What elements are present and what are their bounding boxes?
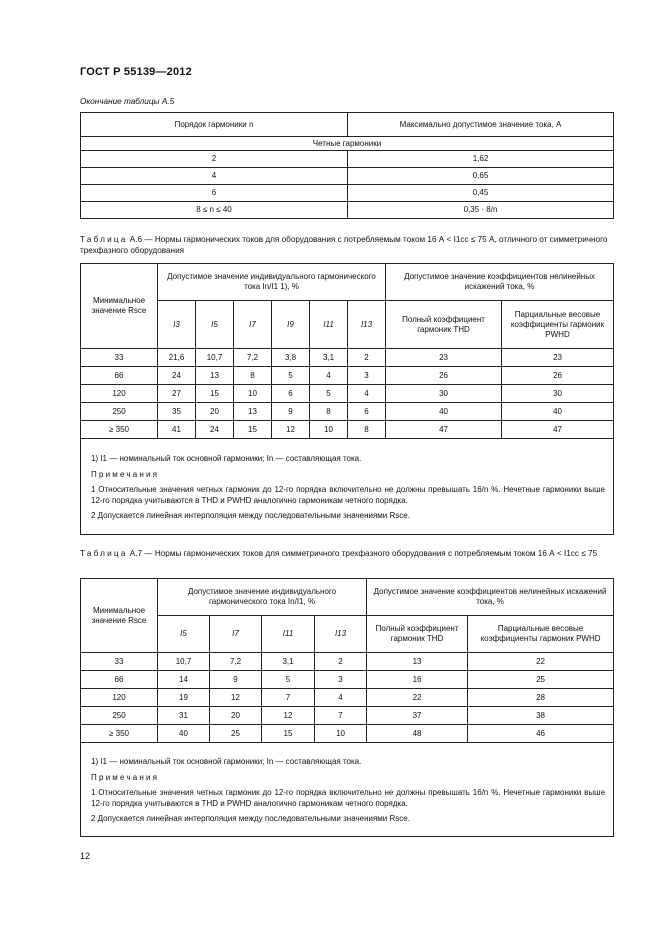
table-cell: 66: [81, 671, 158, 689]
table-cell: 13: [367, 653, 468, 671]
table-cell: 1,62: [348, 151, 614, 168]
table-cell: 5: [262, 671, 315, 689]
table-cell: 30: [386, 385, 502, 403]
table-cell: 3,1: [310, 349, 348, 367]
table-a7-footnote: 1) I1 — номинальный ток основной гармоники; In — составляющая тока.: [91, 756, 362, 766]
table-a6-notes: [81, 439, 614, 535]
page-number: 12: [80, 851, 91, 861]
table-cell: 19: [158, 689, 210, 707]
table-cell: 9: [272, 403, 310, 421]
table-cell: 5: [272, 367, 310, 385]
table-cell: 38: [468, 707, 614, 725]
table-cell: 10,7: [196, 349, 234, 367]
table-cell: 30: [502, 385, 614, 403]
table-cell: 6: [348, 403, 386, 421]
table-row: 8 ≤ n ≤ 40: [81, 202, 348, 219]
table-row: [81, 725, 614, 743]
table-a6-min-header: Минимальное значение Rsce: [81, 264, 158, 349]
table-row: [81, 689, 614, 707]
harmonic-header: I7: [210, 616, 262, 653]
table-cell: 15: [234, 421, 272, 439]
table-cell: 7: [315, 707, 367, 725]
table-row: [81, 421, 614, 439]
table-cell: 9: [210, 671, 262, 689]
table-a6-caption: [80, 234, 613, 256]
table-a6-notes-label: Примечания: [91, 469, 160, 479]
table-row: [81, 349, 614, 367]
table-cell: 3: [315, 671, 367, 689]
table-cell: ≥ 350: [81, 725, 158, 743]
table-cell: 40: [158, 725, 210, 743]
table-a7-indiv-header: Допустимое значение индивидуального гармонического тока In/I1, %: [158, 579, 367, 616]
table-cell: 35: [158, 403, 196, 421]
table-a6-note-2: 2 Допускается линейная интерполяция между последовательными значениями Rsce.: [91, 510, 410, 520]
table-row: 2: [81, 151, 348, 168]
table-cell: 41: [158, 421, 196, 439]
table-cell: 25: [468, 671, 614, 689]
table-a6-thd-group-header: Допустимое значение коэффициентов нелинейных искажений тока, %: [386, 264, 614, 301]
harmonic-header: I3: [158, 301, 196, 349]
table-row: [81, 671, 614, 689]
table-cell: 20: [210, 707, 262, 725]
table-cell: 26: [502, 367, 614, 385]
table-cell: 46: [468, 725, 614, 743]
harmonic-header: I5: [196, 301, 234, 349]
table-cell: 31: [158, 707, 210, 725]
table-cell: 5: [310, 385, 348, 403]
table-cell: 15: [262, 725, 315, 743]
table-cell: 120: [81, 689, 158, 707]
table-cell: 40: [502, 403, 614, 421]
table-cell: 3,8: [272, 349, 310, 367]
table-cell: 7,2: [210, 653, 262, 671]
table-cell: 14: [158, 671, 210, 689]
table-cell: 22: [367, 689, 468, 707]
table-cell: 23: [386, 349, 502, 367]
table-cell: 33: [81, 653, 158, 671]
table-cell: 250: [81, 707, 158, 725]
table-cell: 40: [386, 403, 502, 421]
table-row: [81, 367, 614, 385]
table-row: 4: [81, 168, 348, 185]
table-cell: 250: [81, 403, 158, 421]
table-row: [81, 385, 614, 403]
table-a7-notes: [81, 743, 614, 837]
table-cell: 8: [310, 403, 348, 421]
table-cell: 120: [81, 385, 158, 403]
table-cell: 8: [348, 421, 386, 439]
table-cell: 0,35 · 8/n: [348, 202, 614, 219]
table-cell: 10: [234, 385, 272, 403]
table-cell: 10: [310, 421, 348, 439]
table-a7-note-2: 2 Допускается линейная интерполяция между последовательными значениями Rsce.: [91, 813, 410, 823]
table-cell: 22: [468, 653, 614, 671]
table-cell: 12: [272, 421, 310, 439]
table-a5-section: Четные гармоники: [81, 137, 614, 151]
table-cell: 24: [196, 421, 234, 439]
table-a6: [80, 263, 614, 535]
table-a6-footnote: 1) I1 — номинальный ток основной гармоники; In — составляющая тока.: [91, 453, 362, 463]
table-a7-thd-group-header: Допустимое значение коэффициентов нелинейных искажений тока, %: [367, 579, 614, 616]
table-cell: ≥ 350: [81, 421, 158, 439]
table-cell: 3,1: [262, 653, 315, 671]
table-cell: 4: [348, 385, 386, 403]
document-header: ГОСТ Р 55139—2012: [80, 66, 192, 78]
table-a5-col2-header: Максимально допустимое значение тока, А: [348, 113, 614, 137]
table-cell: 21,6: [158, 349, 196, 367]
table-cell: 13: [234, 403, 272, 421]
table-row: 6: [81, 185, 348, 202]
table-a5-col1-header: Порядок гармоники n: [81, 113, 348, 137]
harmonic-header: I11: [262, 616, 315, 653]
table-cell: 8: [234, 367, 272, 385]
table-cell: 23: [502, 349, 614, 367]
table-row: [81, 403, 614, 421]
table-cell: 10: [315, 725, 367, 743]
table-cell: 33: [81, 349, 158, 367]
harmonic-header: I7: [234, 301, 272, 349]
table-cell: 47: [386, 421, 502, 439]
table-cell: 66: [81, 367, 158, 385]
harmonic-header: I5: [158, 616, 210, 653]
table-cell: 15: [196, 385, 234, 403]
table-a7-caption-label: Таблица: [80, 549, 128, 558]
table-cell: 6: [272, 385, 310, 403]
table-a6-pwhd-header: Парциальные весовые коэффициенты гармоник PWHD: [502, 301, 614, 349]
harmonic-header: I9: [272, 301, 310, 349]
table-cell: 24: [158, 367, 196, 385]
table-cell: 12: [262, 707, 315, 725]
table-cell: 48: [367, 725, 468, 743]
table-a7-caption-text: А.7 — Нормы гармонических токов для симметричного трехфазного оборудования с потребляемым током 16 А < I1cc ≤ 75: [129, 549, 598, 558]
table-cell: 7,2: [234, 349, 272, 367]
table-cell: 47: [502, 421, 614, 439]
table-a7-thd-header: Полный коэффициент гармоник THD: [367, 616, 468, 653]
table-a6-indiv-header: Допустимое значение индивидуального гармонического тока In/I1 1), %: [158, 264, 386, 301]
table-cell: 12: [210, 689, 262, 707]
table-cell: 0,65: [348, 168, 614, 185]
harmonic-header: I13: [315, 616, 367, 653]
table-cell: 13: [196, 367, 234, 385]
table-cell: 3: [348, 367, 386, 385]
table-a5-caption: Окончание таблицы А.5: [80, 97, 175, 106]
harmonic-header: I13: [348, 301, 386, 349]
table-cell: 20: [196, 403, 234, 421]
table-cell: 2: [315, 653, 367, 671]
table-a5: [80, 112, 614, 219]
table-cell: 16: [367, 671, 468, 689]
table-a6-caption-label: Таблица: [80, 235, 128, 244]
table-cell: 7: [262, 689, 315, 707]
table-a7-pwhd-header: Парциальные весовые коэффициенты гармоник PWHD: [468, 616, 614, 653]
table-cell: 28: [468, 689, 614, 707]
table-a6-caption-text: А.6 — Нормы гармонических токов для оборудования с потребляемым током 16 А < I1cc ≤ 75 А, отличного от симметричного трехфазного оборудования: [80, 235, 608, 255]
table-cell: 27: [158, 385, 196, 403]
table-cell: 37: [367, 707, 468, 725]
table-cell: 4: [315, 689, 367, 707]
table-cell: 2: [348, 349, 386, 367]
table-a6-note-1: 1 Относительные значения четных гармоник до 12-го порядка включительно не должны превышать 16/n %. Нечетные гармоники выше 12-го порядка учитываются в THD и PWHD аналогично гармоникам четного порядка.: [91, 484, 606, 505]
table-cell: 10,7: [158, 653, 210, 671]
harmonic-header: I11: [310, 301, 348, 349]
table-a7-min-header: Минимальное значение Rsce: [81, 579, 158, 653]
table-cell: 4: [310, 367, 348, 385]
table-a7: [80, 578, 614, 837]
table-a6-thd-header: Полный коэффициент гармоник THD: [386, 301, 502, 349]
table-a7-caption: [80, 548, 613, 559]
table-row: [81, 707, 614, 725]
table-a7-notes-label: Примечания: [91, 772, 160, 782]
table-cell: 0,45: [348, 185, 614, 202]
table-cell: 26: [386, 367, 502, 385]
table-a7-note-1: 1 Относительные значения четных гармоник до 12-го порядка включительно не должны превышать 16/n %. Нечетные гармоники выше 12-го порядка учитываются в THD и PWHD аналогично гармоникам четного порядка.: [91, 787, 606, 808]
table-row: [81, 653, 614, 671]
table-cell: 25: [210, 725, 262, 743]
